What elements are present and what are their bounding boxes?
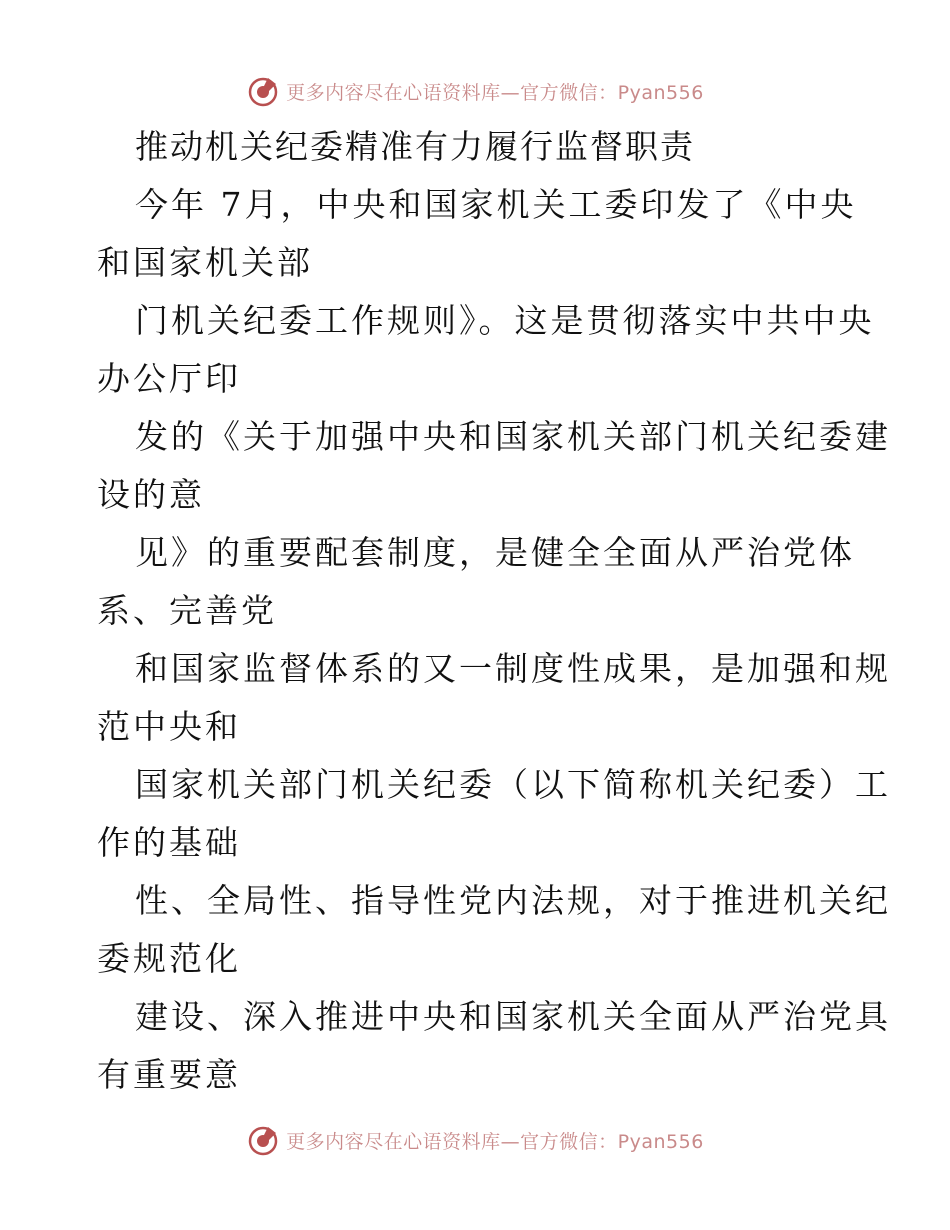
paragraph-line: 门机关纪委工作规则》。这是贯彻落实中共中央 xyxy=(135,301,875,340)
paragraph-line: 发的《关于加强中央和国家机关部门机关纪委建 xyxy=(135,417,891,456)
header-watermark xyxy=(0,71,950,111)
paragraph-line: 建设、深入推进中央和国家机关全面从严治党具 xyxy=(135,997,891,1036)
footer-watermark xyxy=(0,1120,950,1160)
paragraph-line: 范中央和 xyxy=(97,707,241,746)
watermark-text: 更多内容尽在心语资料库—官方微信：Pyan556 xyxy=(286,1130,704,1153)
paragraph-line: 系、完善党 xyxy=(97,591,277,630)
document-body xyxy=(97,118,891,1104)
paragraph-line: 有重要意 xyxy=(97,1055,241,1094)
paragraph-line: 性、全局性、指导性党内法规，对于推进机关纪 xyxy=(135,881,891,920)
seal-logo-icon xyxy=(246,74,280,108)
paragraph-line: 设的意 xyxy=(97,475,205,514)
paragraph-line: 今年 7月，中央和国家机关工委印发了《中央 xyxy=(135,185,857,224)
seal-logo-icon xyxy=(246,1123,280,1157)
watermark-text: 更多内容尽在心语资料库—官方微信：Pyan556 xyxy=(286,81,704,104)
paragraph-line: 办公厅印 xyxy=(97,359,241,398)
paragraph-line: 委规范化 xyxy=(97,939,241,978)
paragraph-line: 和国家机关部 xyxy=(97,243,313,282)
paragraph-line: 和国家监督体系的又一制度性成果，是加强和规 xyxy=(135,649,891,688)
paragraph-line: 国家机关部门机关纪委（以下简称机关纪委）工 xyxy=(135,765,891,804)
document-title: 推动机关纪委精准有力履行监督职责 xyxy=(135,127,695,166)
paragraph-line: 作的基础 xyxy=(97,823,241,862)
paragraph-line: 见》的重要配套制度，是健全全面从严治党体 xyxy=(135,533,855,572)
